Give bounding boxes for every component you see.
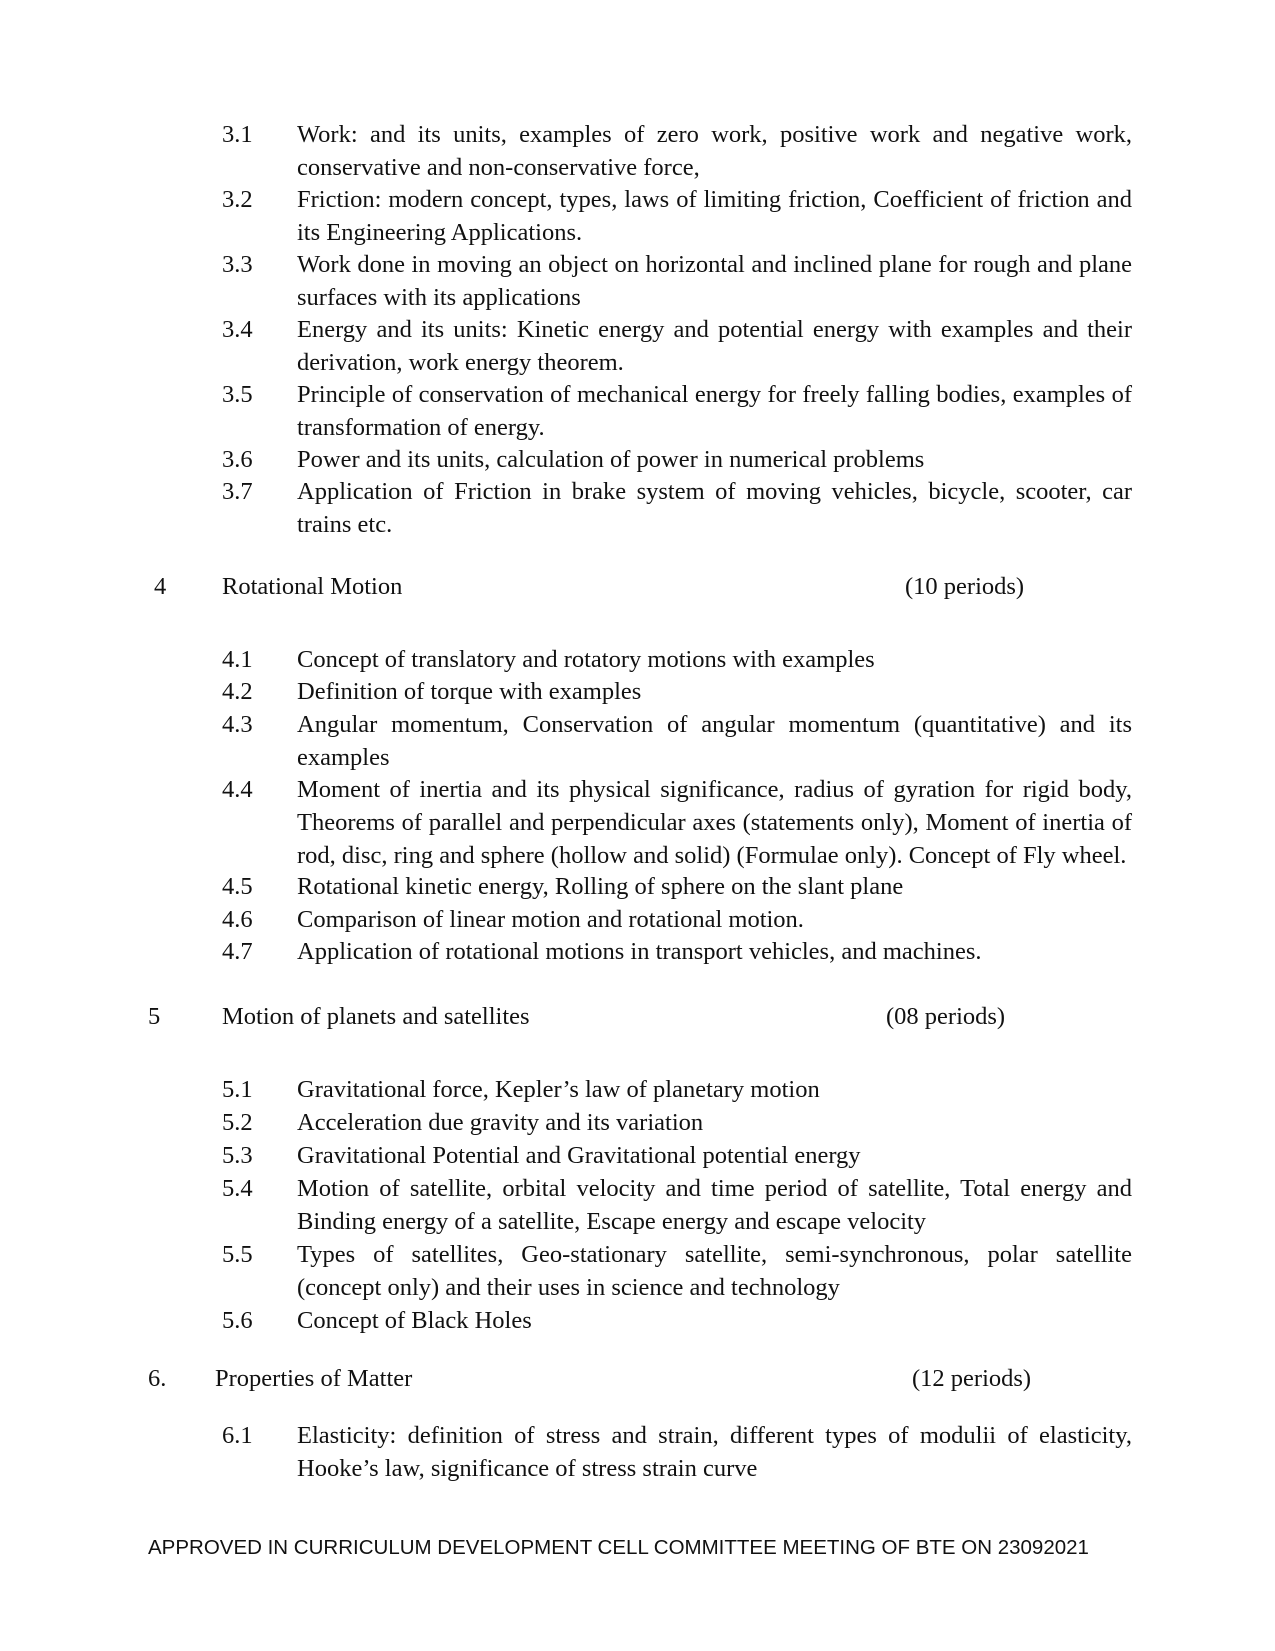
item-number: 3.7 bbox=[222, 478, 253, 505]
list-item-4-7 bbox=[222, 935, 1132, 968]
item-number: 3.2 bbox=[222, 186, 253, 213]
list-item-3-7 bbox=[222, 475, 1132, 541]
item-number: 4.7 bbox=[222, 938, 253, 965]
item-text: Moment of inertia and its physical significance, radius of gyration for rigid body, Theorems of parallel and perpendicular axes (statements only), Moment of inertia of rod, disc, ring and sphere (hollow and solid) (Formulae only). Concept of Fly wheel. bbox=[297, 776, 1132, 869]
list-item-3-4 bbox=[222, 313, 1132, 379]
item-number: 3.5 bbox=[222, 381, 253, 408]
item-text: Acceleration due gravity and its variation bbox=[297, 1109, 704, 1136]
unit-periods: (12 periods) bbox=[912, 1365, 1032, 1392]
list-item-5-1 bbox=[222, 1073, 1132, 1106]
list-item-5-4 bbox=[222, 1172, 1132, 1238]
list-item-3-3 bbox=[222, 248, 1132, 314]
item-number: 3.4 bbox=[222, 316, 253, 343]
list-item-4-4 bbox=[222, 773, 1132, 872]
item-text: Rotational kinetic energy, Rolling of sphere on the slant plane bbox=[297, 873, 904, 900]
item-number: 6.1 bbox=[222, 1422, 253, 1449]
item-number: 4.3 bbox=[222, 711, 253, 738]
unit-periods: (10 periods) bbox=[905, 573, 1025, 600]
list-item-5-3 bbox=[222, 1139, 1132, 1172]
list-item-3-2 bbox=[222, 183, 1132, 249]
approval-footer: APPROVED IN CURRICULUM DEVELOPMENT CELL COMMITTEE MEETING OF BTE ON 23092021 bbox=[148, 1536, 1089, 1559]
unit-title: Properties of Matter bbox=[215, 1365, 413, 1392]
unit-number: 5 bbox=[148, 1003, 161, 1030]
item-text: Concept of translatory and rotatory motions with examples bbox=[297, 646, 875, 673]
item-number: 5.1 bbox=[222, 1076, 253, 1103]
item-number: 3.1 bbox=[222, 121, 253, 148]
item-number: 4.1 bbox=[222, 646, 253, 673]
list-item-3-1 bbox=[222, 118, 1132, 184]
item-text: Application of rotational motions in transport vehicles, and machines. bbox=[297, 938, 982, 965]
item-text: Principle of conservation of mechanical energy for freely falling bodies, examples of transformation of energy. bbox=[297, 381, 1132, 441]
item-text: Friction: modern concept, types, laws of limiting friction, Coefficient of friction and its Engineering Applications. bbox=[297, 186, 1132, 246]
list-item-4-1 bbox=[222, 643, 1132, 676]
item-number: 5.3 bbox=[222, 1142, 253, 1169]
list-item-6-1 bbox=[222, 1419, 1132, 1485]
item-number: 5.4 bbox=[222, 1175, 253, 1202]
list-item-5-2 bbox=[222, 1106, 1132, 1139]
item-number: 3.3 bbox=[222, 251, 253, 278]
item-text: Motion of satellite, orbital velocity and time period of satellite, Total energy and Binding energy of a satellite, Escape energy and escape velocity bbox=[297, 1175, 1132, 1235]
list-item-4-3 bbox=[222, 708, 1132, 774]
list-item-4-5 bbox=[222, 870, 1132, 903]
item-text: Power and its units, calculation of power in numerical problems bbox=[297, 446, 925, 473]
list-item-5-6 bbox=[222, 1304, 1132, 1337]
item-text: Work: and its units, examples of zero work, positive work and negative work, conservative and non-conservative force, bbox=[297, 121, 1132, 181]
unit-number: 4 bbox=[154, 573, 167, 600]
unit-title: Motion of planets and satellites bbox=[222, 1003, 530, 1030]
item-number: 4.5 bbox=[222, 873, 253, 900]
item-text: Comparison of linear motion and rotational motion. bbox=[297, 906, 804, 933]
unit-title: Rotational Motion bbox=[222, 573, 403, 600]
item-text: Application of Friction in brake system of moving vehicles, bicycle, scooter, car trains etc. bbox=[297, 478, 1132, 538]
item-text: Concept of Black Holes bbox=[297, 1307, 532, 1334]
item-text: Elasticity: definition of stress and strain, different types of modulii of elasticity, Hooke’s law, significance of stress strain curve bbox=[297, 1422, 1132, 1482]
list-item-4-2 bbox=[222, 675, 1132, 708]
list-item-4-6 bbox=[222, 903, 1132, 936]
item-text: Definition of torque with examples bbox=[297, 678, 642, 705]
item-number: 5.2 bbox=[222, 1109, 253, 1136]
unit-number: 6. bbox=[148, 1365, 167, 1392]
item-number: 4.4 bbox=[222, 776, 253, 803]
list-item-3-6 bbox=[222, 443, 1132, 476]
item-text: Work done in moving an object on horizontal and inclined plane for rough and plane surfaces with its applications bbox=[297, 251, 1132, 311]
item-text: Gravitational Potential and Gravitational potential energy bbox=[297, 1142, 861, 1169]
item-number: 3.6 bbox=[222, 446, 253, 473]
item-text: Types of satellites, Geo-stationary satellite, semi-synchronous, polar satellite (concept only) and their uses in science and technology bbox=[297, 1241, 1132, 1301]
item-number: 4.2 bbox=[222, 678, 253, 705]
item-number: 4.6 bbox=[222, 906, 253, 933]
item-number: 5.5 bbox=[222, 1241, 253, 1268]
list-item-5-5 bbox=[222, 1238, 1132, 1304]
list-item-3-5 bbox=[222, 378, 1132, 444]
item-text: Energy and its units: Kinetic energy and potential energy with examples and their derivation, work energy theorem. bbox=[297, 316, 1132, 376]
item-text: Angular momentum, Conservation of angular momentum (quantitative) and its examples bbox=[297, 711, 1132, 771]
item-number: 5.6 bbox=[222, 1307, 253, 1334]
unit-periods: (08 periods) bbox=[886, 1003, 1006, 1030]
item-text: Gravitational force, Kepler’s law of planetary motion bbox=[297, 1076, 820, 1103]
